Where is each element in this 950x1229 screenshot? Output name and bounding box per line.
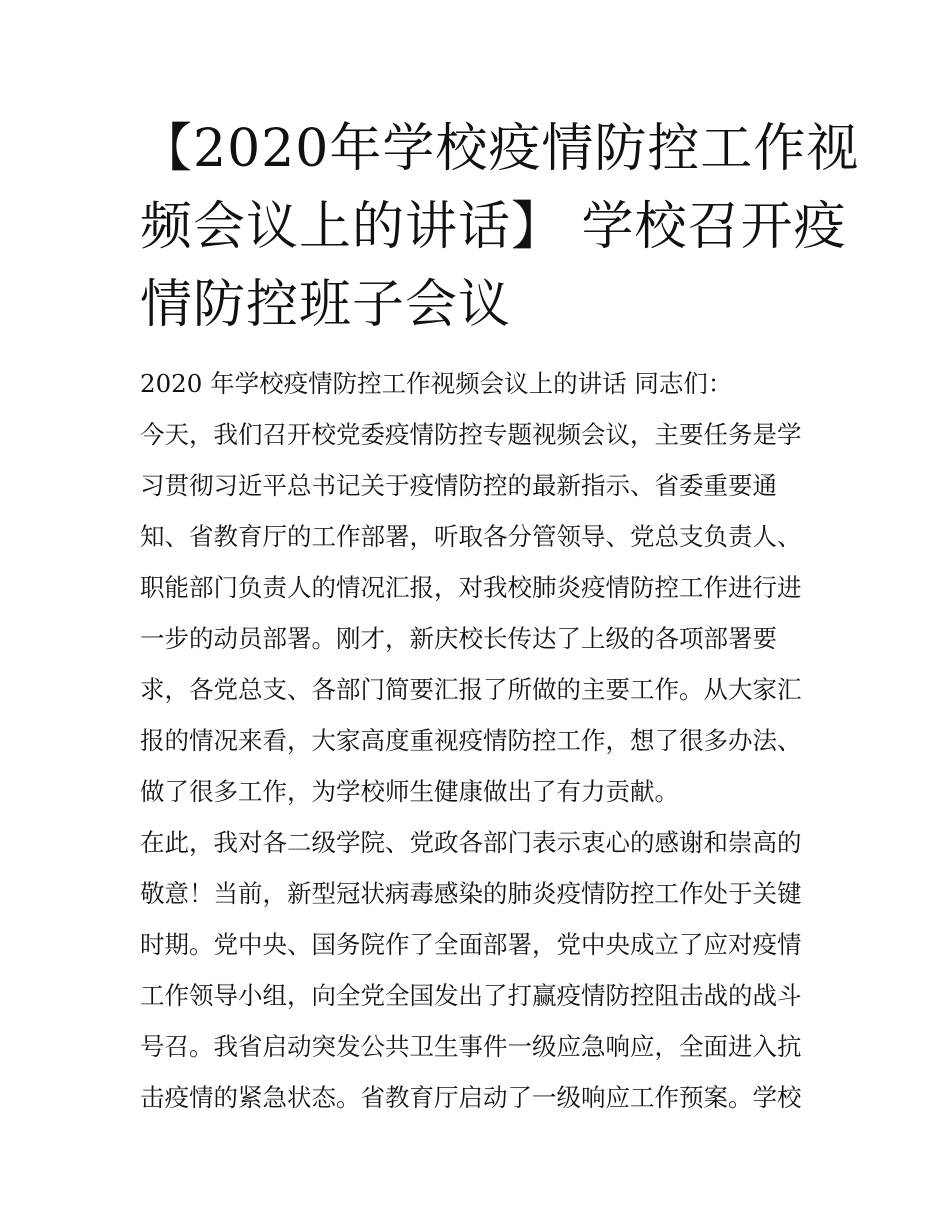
body-line: 号召。我省启动突发公共卫生事件一级应急响应，全面进入抗	[140, 1032, 802, 1061]
body-line: 2020 年学校疫情防控工作视频会议上的讲话 同志们：	[140, 369, 733, 398]
body-line: 职能部门负责人的情况汇报，对我校肺炎疫情防控工作进行进	[140, 573, 802, 602]
body-line: 时期。党中央、国务院作了全面部署，党中央成立了应对疫情	[140, 930, 802, 959]
body-line: 敬意！当前，新型冠状病毒感染的肺炎疫情防控工作处于关键	[140, 879, 802, 908]
body-line: 击疫情的紧急状态。省教育厅启动了一级响应工作预案。学校	[140, 1083, 802, 1112]
body-line: 做了很多工作，为学校师生健康做出了有力贡献。	[140, 777, 679, 806]
body-line: 一步的动员部署。刚才，新庆校长传达了上级的各项部署要	[140, 624, 777, 653]
body-line: 习贯彻习近平总书记关于疫情防控的最新指示、省委重要通	[140, 471, 777, 500]
body-line: 今天，我们召开校党委疫情防控专题视频会议，主要任务是学	[140, 420, 802, 449]
body-line: 在此，我对各二级学院、党政各部门表示衷心的感谢和崇高的	[140, 828, 802, 857]
body-line: 报的情况来看，大家高度重视疫情防控工作，想了很多办法、	[140, 726, 802, 755]
body-line: 求，各党总支、各部门简要汇报了所做的主要工作。从大家汇	[140, 675, 802, 704]
document-body	[140, 358, 820, 1123]
title-line: 频会议上的讲话】 学校召开疫	[140, 197, 847, 257]
body-line: 知、省教育厅的工作部署，听取各分管领导、党总支负责人、	[140, 522, 802, 551]
body-line: 工作领导小组，向全党全国发出了打赢疫情防控阻击战的战斗	[140, 981, 802, 1010]
title-line: 【2020年学校疫情防控工作视	[140, 119, 860, 179]
title-line: 情防控班子会议	[140, 275, 512, 335]
document-title	[140, 110, 860, 344]
